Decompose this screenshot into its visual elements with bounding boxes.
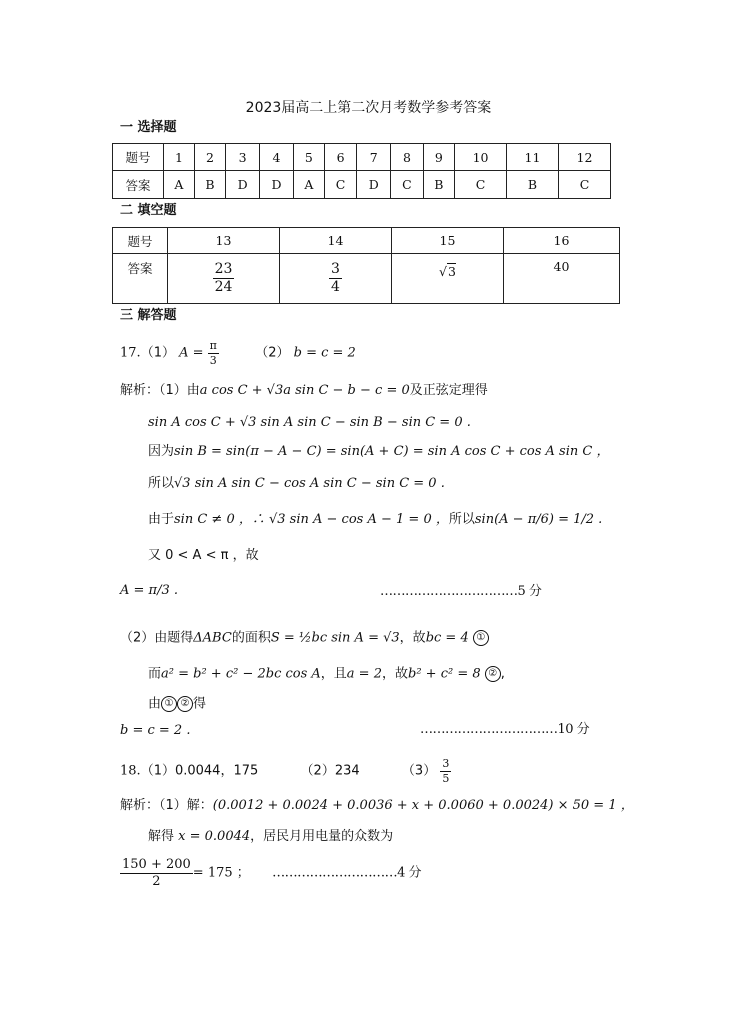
text: 所以 (448, 512, 475, 527)
math-expr: sin A cos C + √3 sin A sin C − sin B − sin C = 0 . (148, 415, 471, 430)
fill-answer-table (112, 227, 620, 304)
q17-line-5 (148, 513, 602, 526)
text: 由于 (148, 512, 175, 527)
q17-line-3 (148, 445, 609, 458)
table-cell: 10 (455, 144, 507, 171)
text: 及正弦定理得 (409, 383, 488, 398)
text: ，故 (399, 630, 426, 646)
question-number: 17. (120, 345, 141, 361)
q17-line-8 (120, 630, 489, 646)
part-answer: （2）234 (300, 763, 360, 779)
table-cell: C (558, 171, 610, 199)
circled-number-1: ① (161, 696, 177, 712)
text: 解析：（1）由 (120, 383, 200, 398)
fraction-numerator: 3 (442, 757, 450, 770)
score-marker-5: ……………………………5 分 (380, 584, 542, 599)
fraction-denominator: 24 (214, 279, 233, 295)
table-cell: √3 (392, 254, 504, 304)
fraction (440, 758, 451, 784)
fraction-numerator: 3 (331, 261, 340, 278)
table-cell: C (455, 171, 507, 199)
q17-line-10 (148, 696, 206, 712)
table-cell (168, 254, 280, 304)
table-cell (280, 254, 392, 304)
table-cell: 9 (423, 144, 454, 171)
math-expr: a cos C + √3a sin C − b − c = 0 (199, 383, 410, 398)
row-header-number: 题号 (113, 144, 164, 171)
fraction (208, 340, 219, 366)
math-expr: (0.0012 + 0.0024 + 0.0036 + x + 0.0060 + 0.0024) × 50 = 1 ， (212, 798, 634, 813)
math-expr: b = c = 2 . (120, 723, 191, 738)
choice-answer-table (112, 143, 611, 199)
fraction (213, 262, 235, 294)
table-cell: 14 (280, 228, 392, 254)
text: 因为 (148, 444, 175, 459)
question-number: 18. (120, 763, 141, 779)
text: 由 (148, 696, 162, 712)
fraction-numerator: 150 + 200 (122, 857, 191, 872)
table-cell: 6 (324, 144, 357, 171)
fraction (120, 858, 193, 888)
table-cell: 7 (357, 144, 391, 171)
fraction-denominator: 3 (209, 353, 217, 367)
q18-line-2 (148, 830, 393, 843)
math-expr: a = 2 (346, 666, 382, 682)
table-row (113, 254, 620, 304)
table-cell: D (260, 171, 294, 199)
text: 的面积 (231, 630, 271, 646)
math-expr: S = ½bc sin A = √3 (270, 630, 400, 646)
fraction-numerator: π (209, 339, 217, 352)
table-cell: A (293, 171, 324, 199)
q17-line-9: 而a² = b² + c² − 2bc cos A，且a = 2，故b² + c² = 8 ② , (148, 666, 505, 682)
q17-line-6 (148, 549, 259, 562)
table-cell: B (507, 171, 559, 199)
text: 又 0 < A < π ，故 (148, 548, 259, 563)
circled-number-2: ② (177, 696, 193, 712)
circled-number-1: ① (473, 630, 489, 646)
table-cell: C (324, 171, 357, 199)
q17-answer-line (120, 340, 356, 366)
text: 得 (193, 696, 207, 712)
fraction-numerator: 23 (214, 261, 233, 278)
page-title: 2023届高二上第二次月考数学参考答案 (245, 100, 492, 116)
q17-line-7 (120, 584, 178, 597)
table-cell: 15 (392, 228, 504, 254)
q17-line-11 (120, 724, 190, 737)
table-cell: B (194, 171, 225, 199)
section-choice-heading: 一 选择题 (120, 120, 177, 135)
sqrt-radicand: 3 (448, 264, 456, 279)
text: 解得 (148, 829, 175, 844)
math-expr: sin C ≠ 0 ，∴ √3 sin A − cos A − 1 = 0 ， (174, 512, 449, 527)
row-header-number: 题号 (113, 228, 168, 254)
q17-line-4 (148, 477, 445, 490)
text: ，故 (381, 666, 408, 682)
table-cell: B (423, 171, 454, 199)
table-cell: 12 (558, 144, 610, 171)
part-label: （3） (401, 763, 437, 779)
math-expr: = 175 ； (192, 865, 250, 881)
math-expr: A = π/3 . (120, 583, 179, 598)
table-cell: C (391, 171, 424, 199)
text: 解析：（1）解： (120, 798, 213, 813)
table-cell: 2 (194, 144, 225, 171)
score-marker-4: …………………………4 分 (272, 865, 421, 881)
table-row (113, 144, 611, 171)
math-expr: bc = 4 (425, 630, 469, 646)
row-header-answer: 答案 (113, 171, 164, 199)
table-cell: 1 (164, 144, 195, 171)
table-cell: D (226, 171, 260, 199)
table-cell: 3 (226, 144, 260, 171)
fraction-denominator: 2 (152, 873, 161, 889)
q18-answer-line (120, 758, 451, 784)
score-marker-10: ……………………………10 分 (420, 722, 590, 737)
table-cell: 4 (260, 144, 294, 171)
fraction-denominator: 4 (331, 279, 340, 295)
math-expr: a² = b² + c² − 2bc cos A (161, 666, 321, 682)
table-cell: 13 (168, 228, 280, 254)
math-expr: ΔABC (193, 630, 232, 646)
table-row (113, 171, 611, 199)
q17-line-2 (148, 416, 471, 429)
part-label: （1） (140, 345, 175, 361)
table-cell: 11 (507, 144, 559, 171)
q18-line-1 (120, 799, 634, 812)
text: 而 (148, 666, 162, 682)
table-cell: 5 (293, 144, 324, 171)
text: （2）由题得 (120, 630, 194, 646)
fraction-denominator: 5 (442, 771, 450, 785)
math-expr: sin B = sin(π − A − C) = sin(A + C) = sin A cos C + cos A sin C ， (174, 444, 610, 459)
part-label: （2） (255, 345, 290, 361)
math-expr: x = 0.0044 (178, 829, 251, 844)
row-header-answer: 答案 (113, 254, 168, 304)
table-cell: D (357, 171, 391, 199)
table-cell: 40 (504, 254, 620, 304)
table-cell: A (164, 171, 195, 199)
section-solution-heading: 三 解答题 (120, 308, 177, 323)
table-cell: 16 (504, 228, 620, 254)
math-expr: b² + c² = 8 (408, 666, 481, 682)
math-expr: A = (179, 345, 204, 361)
table-cell: 8 (391, 144, 424, 171)
part-answer: （1）0.0044，175 (140, 763, 259, 779)
text: ，居民月用电量的众数为 (250, 829, 394, 844)
text: 所以 (148, 476, 175, 491)
math-expr: √3 sin A sin C − cos A sin C − sin C = 0 . (174, 476, 445, 491)
q18-line-3 (120, 858, 421, 888)
table-row (113, 228, 620, 254)
text: ，且 (320, 666, 347, 682)
section-fill-heading: 二 填空题 (120, 203, 177, 218)
math-expr: b = c = 2 (293, 345, 356, 361)
fraction (329, 262, 342, 294)
circled-number-2: ② (485, 666, 501, 682)
q17-line-1 (120, 384, 488, 397)
math-expr: sin(A − π/6) = 1/2 . (474, 512, 603, 527)
